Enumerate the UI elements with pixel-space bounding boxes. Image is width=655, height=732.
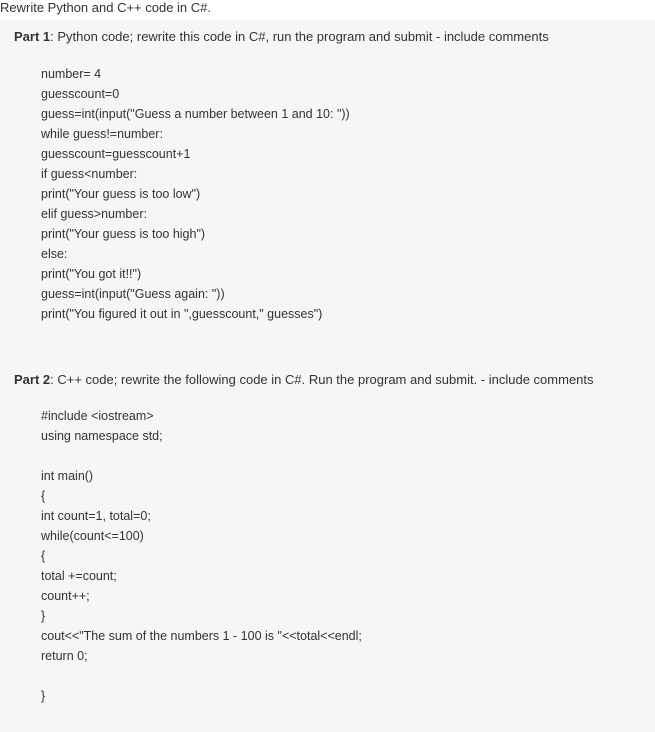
line-text: print("Your guess is too high")	[41, 227, 206, 241]
page-title: Rewrite Python and C++ code in C#.	[0, 0, 212, 15]
line-text: guesscount=0	[41, 87, 120, 101]
part1-label: Part 1	[14, 29, 51, 44]
line-text: print("Your guess is too low")	[41, 187, 201, 201]
line-text: print("You figured it out in ",guesscount," guesses")	[41, 307, 323, 321]
line-text: using namespace std;	[41, 429, 163, 443]
line-text: cout<<"The sum of the numbers 1 - 100 is "<<total<<endl;	[41, 629, 362, 643]
line-text: guess=int(input("Guess a number between 1 and 10: "))	[41, 107, 350, 121]
question-panel	[0, 20, 655, 732]
line-text: guesscount=guesscount+1	[41, 147, 191, 161]
line-text: number= 4	[41, 67, 102, 81]
line-text: while guess!=number:	[41, 127, 163, 141]
line-text: int main()	[41, 469, 94, 483]
part1-description: : Python code; rewrite this code in C#, run the program and submit - include comments	[50, 29, 549, 44]
line-text: count++;	[41, 589, 90, 603]
line-text: int count=1, total=0;	[41, 509, 151, 523]
line-text: print("You got it!!")	[41, 267, 142, 281]
part2-label: Part 2	[14, 372, 51, 387]
line-text: }	[41, 609, 46, 623]
line-text: elif guess>number:	[41, 207, 147, 221]
line-text: {	[41, 489, 46, 503]
part2-heading	[14, 372, 594, 388]
line-text: while(count<=100)	[41, 529, 144, 543]
line-text: guess=int(input("Guess again: "))	[41, 287, 225, 301]
part1-heading	[14, 29, 549, 45]
line-text: {	[41, 549, 46, 563]
line-text: }	[41, 689, 46, 703]
line-text: #include <iostream>	[41, 409, 154, 423]
line-text: else:	[41, 247, 68, 261]
line-text: total +=count;	[41, 569, 117, 583]
line-text: if guess<number:	[41, 167, 138, 181]
line-text: return 0;	[41, 649, 88, 663]
part2-description: : C++ code; rewrite the following code in C#. Run the program and submit. - include comments	[50, 372, 594, 387]
